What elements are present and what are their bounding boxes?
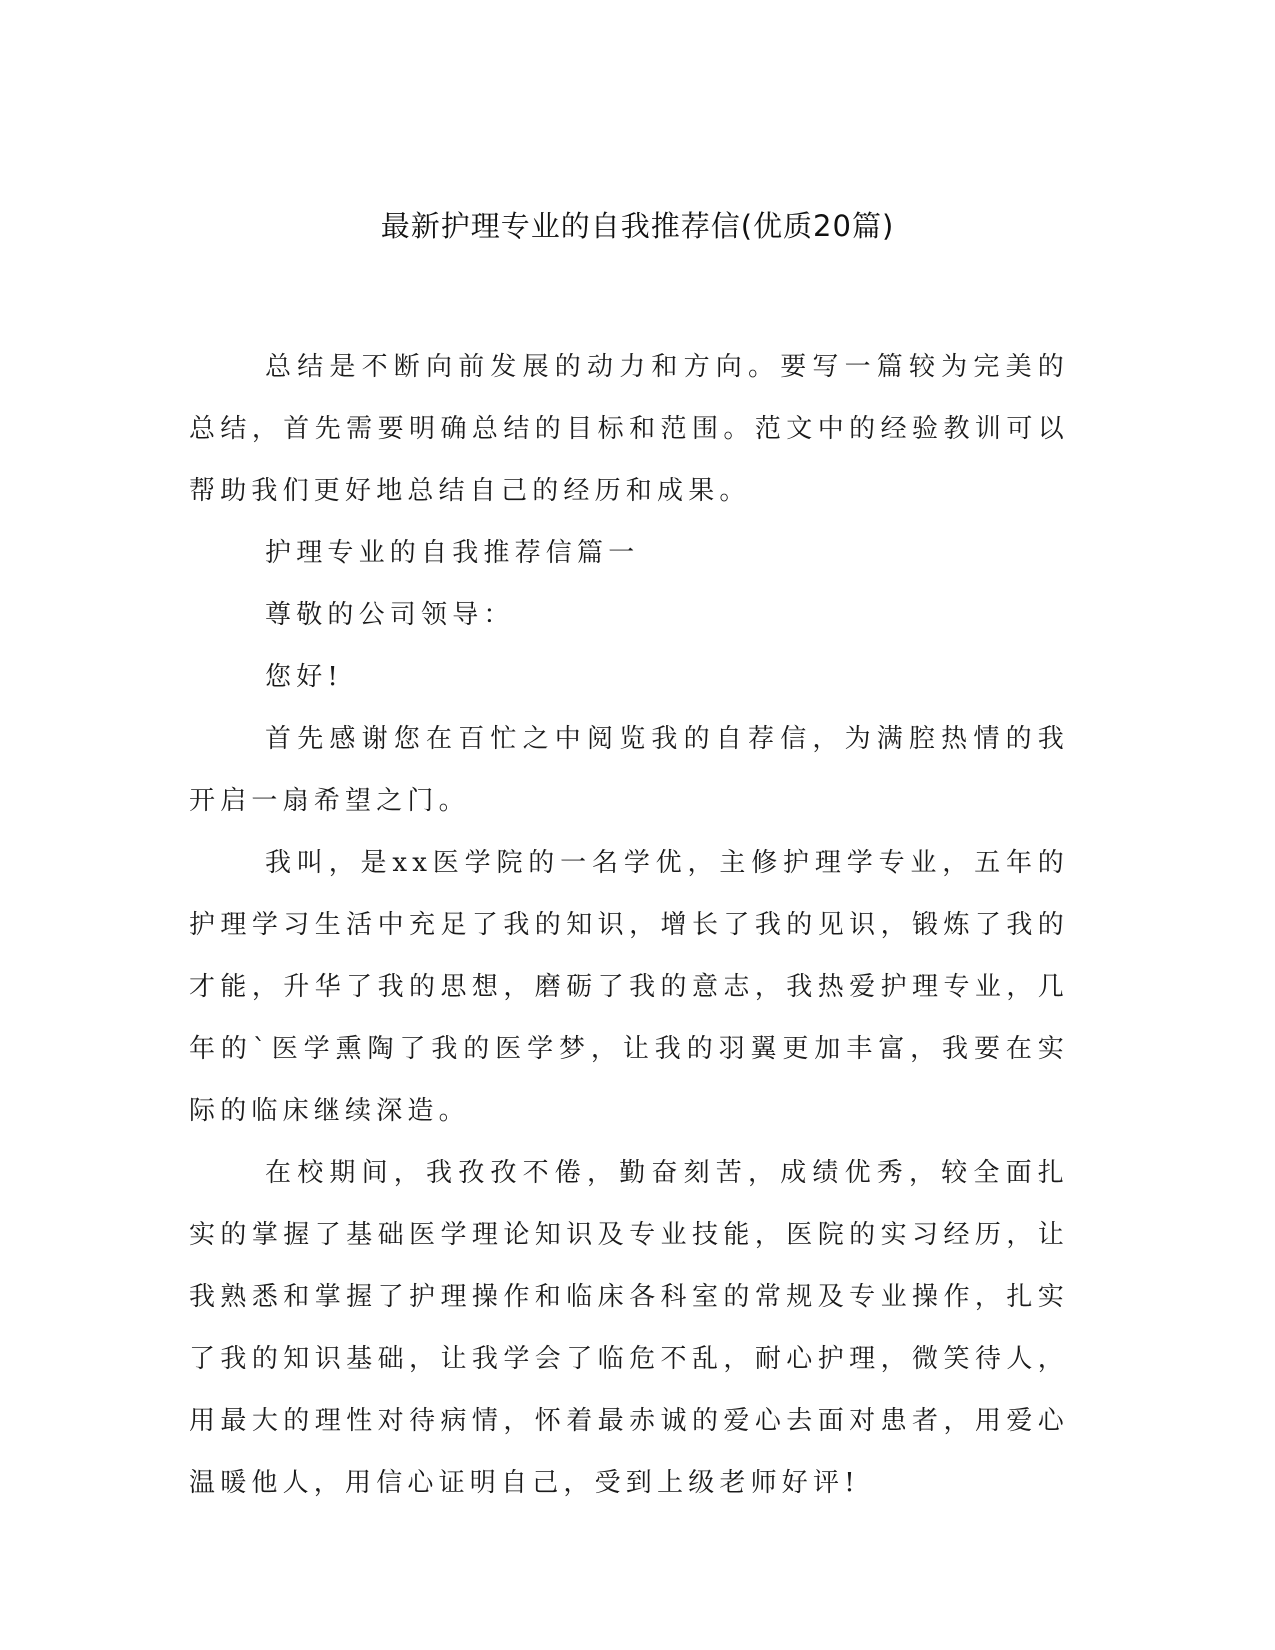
body-paragraph: 在校期间，我孜孜不倦，勤奋刻苦，成绩优秀，较全面扎实的掌握了基础医学理论知识及专业技能，医院的实习经历，让我熟悉和掌握了护理操作和临床各科室的常规及专业操作，扎实了我的知识基础，让我学会了临危不乱，耐心护理，微笑待人，用最大的理性对待病情，怀着最赤诚的爱心去面对患者，用爱心温暖他人，用信心证明自己，受到上级老师好评! [189, 1158, 1069, 1498]
body-paragraph: 首先感谢您在百忙之中阅览我的自荐信，为满腔热情的我开启一扇希望之门。 [189, 724, 1069, 816]
document-body [189, 336, 1069, 1514]
salutation: 尊敬的公司领导： [265, 600, 515, 630]
intro-paragraph: 总结是不断向前发展的动力和方向。要写一篇较为完美的总结，首先需要明确总结的目标和范围。范文中的经验教训可以帮助我们更好地总结自己的经历和成果。 [189, 352, 1069, 506]
document-title: 最新护理专业的自我推荐信(优质20篇) [380, 209, 895, 243]
greeting: 您好! [265, 662, 344, 692]
section-heading: 护理专业的自我推荐信篇一 [265, 538, 640, 568]
body-paragraph: 我叫，是xx医学院的一名学优，主修护理学专业，五年的护理学习生活中充足了我的知识，增长了我的见识，锻炼了我的才能，升华了我的思想，磨砺了我的意志，我热爱护理专业，几年的`医学熏陶了我的医学梦，让我的羽翼更加丰富，我要在实际的临床继续深造。 [189, 848, 1069, 1126]
